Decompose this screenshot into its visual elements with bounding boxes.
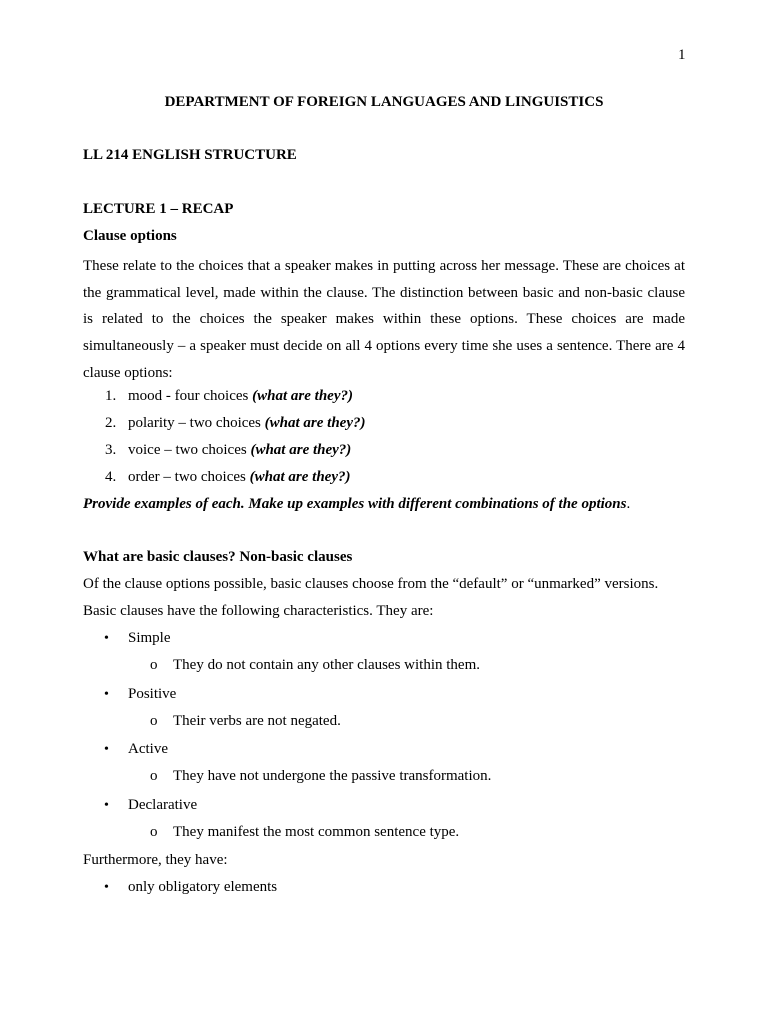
bullet-label: only obligatory elements [128, 879, 278, 895]
list-item [105, 388, 353, 405]
course-title: LL 214 ENGLISH STRUCTURE [83, 147, 297, 163]
clause-options-paragraph: These relate to the choices that a speaker makes in putting across her message. These are choices at the grammatical level, made within the clause. The distinction between basic and non-basic clause is related to the choices the speaker makes within these options. These choices are made simultaneously – a speaker must decide on all 4 options every time she uses a sentence. There are 4 clause options: [83, 258, 685, 381]
list-item [105, 469, 350, 486]
bullet-icon: • [104, 880, 109, 895]
list-text: order – two choices [128, 469, 250, 485]
sub-bullet-icon: o [150, 824, 158, 840]
list-emphasis: (what are they?) [252, 388, 353, 404]
list-text: mood - four choices [128, 388, 253, 404]
sub-bullet-item [150, 824, 459, 841]
basic-clauses-heading: What are basic clauses? Non-basic clauses [83, 549, 353, 565]
bullet-label: Positive [128, 686, 177, 702]
basic-clauses-line: Basic clauses have the following characteristics. They are: [83, 603, 434, 619]
bullet-label: Simple [128, 630, 171, 646]
bullet-icon: • [104, 687, 109, 702]
bullet-item [104, 741, 168, 758]
list-number: 3. [105, 442, 117, 458]
list-item [105, 442, 351, 459]
page-number: 1 [678, 47, 686, 63]
list-emphasis: (what are they?) [250, 442, 352, 458]
bullet-icon: • [104, 798, 109, 813]
sub-bullet-icon: o [150, 713, 158, 729]
sub-bullet-item [150, 768, 491, 785]
bullet-icon: • [104, 742, 109, 757]
department-title: DEPARTMENT OF FOREIGN LANGUAGES AND LINGUISTICS [164, 94, 604, 110]
bullet-item [104, 797, 197, 814]
list-text: voice – two choices [128, 442, 251, 458]
instruction-text: Provide examples of each. Make up examples with different combinations of the options [83, 496, 627, 512]
clause-options-heading: Clause options [83, 228, 177, 244]
sub-bullet-icon: o [150, 657, 158, 673]
list-emphasis: (what are they?) [249, 469, 351, 485]
bullet-icon: • [104, 631, 109, 646]
sub-bullet-item [150, 713, 341, 730]
bullet-item [104, 686, 176, 703]
list-emphasis: (what are they?) [264, 415, 366, 431]
bullet-item [104, 879, 277, 896]
bullet-label: Declarative [128, 797, 198, 813]
sub-bullet-text: They have not undergone the passive transformation. [173, 768, 492, 784]
bullet-item [104, 630, 171, 647]
list-number: 4. [105, 469, 117, 485]
list-item [105, 415, 365, 432]
instruction-line [83, 496, 630, 513]
list-text: polarity – two choices [128, 415, 265, 431]
furthermore-line: Furthermore, they have: [83, 852, 228, 868]
bullet-label: Active [128, 741, 168, 757]
sub-bullet-icon: o [150, 768, 158, 784]
basic-clauses-line: Of the clause options possible, basic clauses choose from the “default” or “unmarked” versions. [83, 576, 659, 592]
sub-bullet-item [150, 657, 480, 674]
lecture-title: LECTURE 1 – RECAP [83, 201, 234, 217]
sub-bullet-text: They manifest the most common sentence type. [173, 824, 460, 840]
list-number: 2. [105, 415, 117, 431]
list-number: 1. [105, 388, 117, 404]
instruction-period: . [626, 496, 631, 512]
sub-bullet-text: They do not contain any other clauses within them. [173, 657, 481, 673]
sub-bullet-text: Their verbs are not negated. [173, 713, 341, 729]
